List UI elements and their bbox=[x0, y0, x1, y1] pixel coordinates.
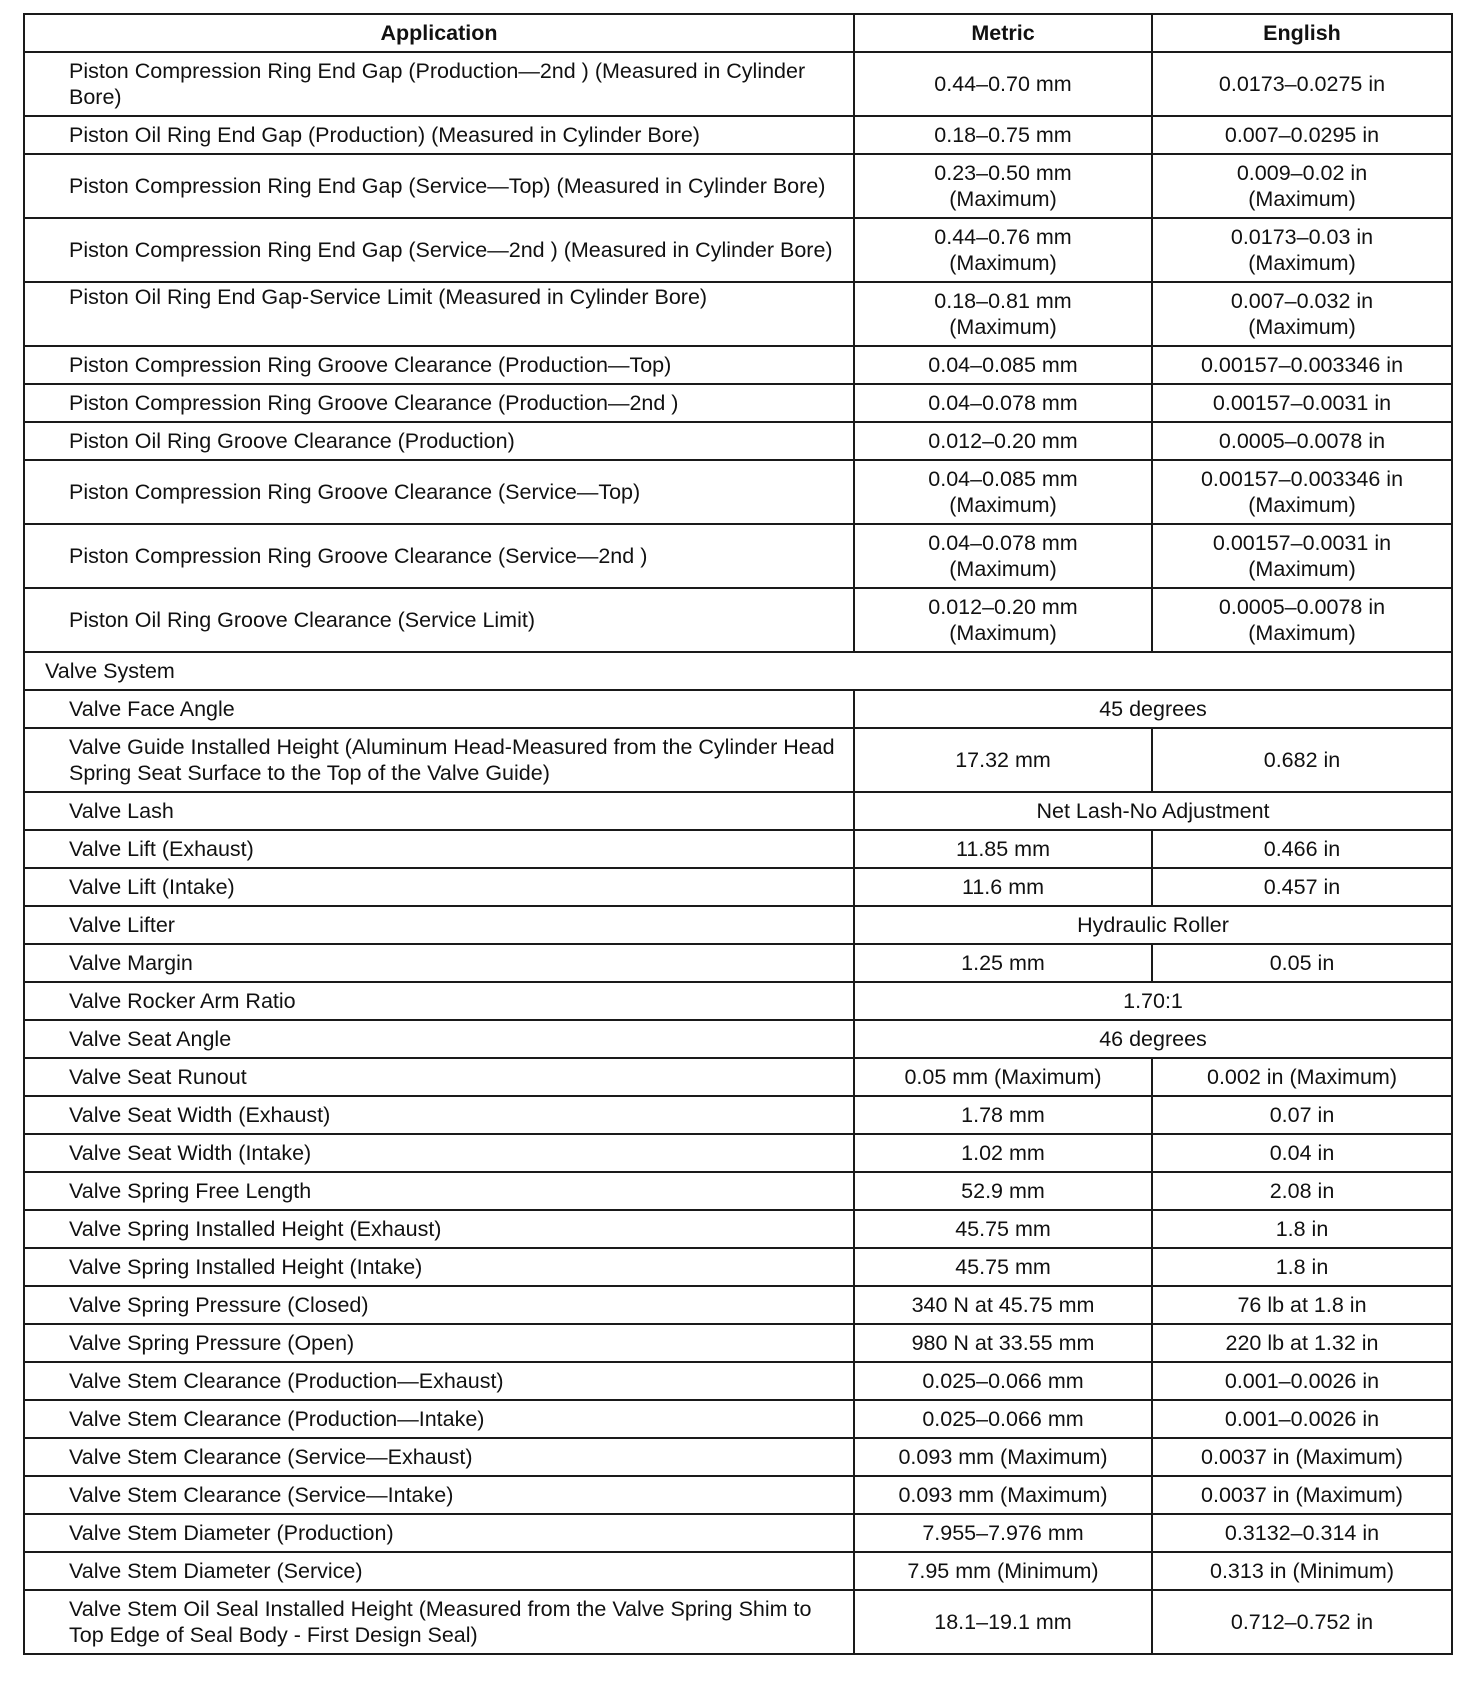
english-cell: 0.0173–0.0275 in bbox=[1152, 52, 1452, 116]
application-cell: Valve Seat Width (Intake) bbox=[24, 1134, 854, 1172]
metric-cell: 1.78 mm bbox=[854, 1096, 1152, 1134]
english-cell: 0.002 in (Maximum) bbox=[1152, 1058, 1452, 1096]
application-cell: Valve Stem Clearance (Service—Exhaust) bbox=[24, 1438, 854, 1476]
metric-cell: 45.75 mm bbox=[854, 1210, 1152, 1248]
header-row bbox=[24, 14, 1452, 52]
spec-table bbox=[23, 13, 1453, 1655]
application-cell: Valve Spring Pressure (Open) bbox=[24, 1324, 854, 1362]
metric-cell: 0.012–0.20 mm bbox=[854, 422, 1152, 460]
application-cell: Valve Spring Installed Height (Exhaust) bbox=[24, 1210, 854, 1248]
application-cell: Piston Compression Ring Groove Clearance (Service—Top) bbox=[24, 460, 854, 524]
metric-cell: 0.23–0.50 mm (Maximum) bbox=[854, 154, 1152, 218]
combined-value-cell: Hydraulic Roller bbox=[854, 906, 1452, 944]
english-cell: 0.07 in bbox=[1152, 1096, 1452, 1134]
application-cell: Piston Compression Ring Groove Clearance (Service—2nd ) bbox=[24, 524, 854, 588]
english-cell: 0.00157–0.0031 in (Maximum) bbox=[1152, 524, 1452, 588]
combined-value-cell: 45 degrees bbox=[854, 690, 1452, 728]
english-cell: 0.3132–0.314 in bbox=[1152, 1514, 1452, 1552]
table-body bbox=[24, 52, 1452, 1654]
table-row bbox=[24, 154, 1452, 218]
english-cell: 0.007–0.032 in (Maximum) bbox=[1152, 282, 1452, 346]
metric-cell: 11.85 mm bbox=[854, 830, 1152, 868]
english-cell: 76 lb at 1.8 in bbox=[1152, 1286, 1452, 1324]
metric-cell: 0.012–0.20 mm (Maximum) bbox=[854, 588, 1152, 652]
metric-cell: 11.6 mm bbox=[854, 868, 1152, 906]
metric-cell: 0.18–0.81 mm (Maximum) bbox=[854, 282, 1152, 346]
english-cell: 0.001–0.0026 in bbox=[1152, 1400, 1452, 1438]
application-cell: Piston Compression Ring End Gap (Production—2nd ) (Measured in Cylinder Bore) bbox=[24, 52, 854, 116]
application-cell: Valve Spring Installed Height (Intake) bbox=[24, 1248, 854, 1286]
table-row bbox=[24, 1362, 1452, 1400]
english-cell: 0.712–0.752 in bbox=[1152, 1590, 1452, 1654]
application-cell: Valve Lash bbox=[24, 792, 854, 830]
application-cell: Valve Stem Oil Seal Installed Height (Measured from the Valve Spring Shim to Top Edge of Seal Body - First Design Seal) bbox=[24, 1590, 854, 1654]
application-cell: Valve Lift (Exhaust) bbox=[24, 830, 854, 868]
metric-cell: 0.04–0.085 mm bbox=[854, 346, 1152, 384]
combined-value-cell: Net Lash-No Adjustment bbox=[854, 792, 1452, 830]
english-cell: 0.007–0.0295 in bbox=[1152, 116, 1452, 154]
application-cell: Valve Face Angle bbox=[24, 690, 854, 728]
application-cell: Valve Spring Pressure (Closed) bbox=[24, 1286, 854, 1324]
metric-cell: 0.093 mm (Maximum) bbox=[854, 1438, 1152, 1476]
metric-cell: 0.093 mm (Maximum) bbox=[854, 1476, 1152, 1514]
table-row bbox=[24, 52, 1452, 116]
english-cell: 0.05 in bbox=[1152, 944, 1452, 982]
english-cell: 220 lb at 1.32 in bbox=[1152, 1324, 1452, 1362]
english-cell: 0.001–0.0026 in bbox=[1152, 1362, 1452, 1400]
table-row bbox=[24, 1514, 1452, 1552]
table-row bbox=[24, 1400, 1452, 1438]
application-cell: Valve Spring Free Length bbox=[24, 1172, 854, 1210]
table-row bbox=[24, 588, 1452, 652]
metric-cell: 45.75 mm bbox=[854, 1248, 1152, 1286]
metric-cell: 0.18–0.75 mm bbox=[854, 116, 1152, 154]
table-row bbox=[24, 1058, 1452, 1096]
table-row bbox=[24, 1476, 1452, 1514]
metric-cell: 980 N at 33.55 mm bbox=[854, 1324, 1152, 1362]
application-cell: Valve Lifter bbox=[24, 906, 854, 944]
application-cell: Valve Seat Width (Exhaust) bbox=[24, 1096, 854, 1134]
english-cell: 1.8 in bbox=[1152, 1210, 1452, 1248]
application-cell: Valve Seat Angle bbox=[24, 1020, 854, 1058]
metric-cell: 0.04–0.078 mm (Maximum) bbox=[854, 524, 1152, 588]
metric-cell: 1.25 mm bbox=[854, 944, 1152, 982]
english-cell: 0.466 in bbox=[1152, 830, 1452, 868]
table-row bbox=[24, 1438, 1452, 1476]
application-cell: Piston Compression Ring Groove Clearance (Production—Top) bbox=[24, 346, 854, 384]
table-row bbox=[24, 1552, 1452, 1590]
metric-cell: 7.95 mm (Minimum) bbox=[854, 1552, 1152, 1590]
application-cell: Piston Compression Ring Groove Clearance (Production—2nd ) bbox=[24, 384, 854, 422]
english-cell: 0.457 in bbox=[1152, 868, 1452, 906]
table-row bbox=[24, 690, 1452, 728]
table-row bbox=[24, 346, 1452, 384]
metric-cell: 7.955–7.976 mm bbox=[854, 1514, 1152, 1552]
english-cell: 0.00157–0.003346 in (Maximum) bbox=[1152, 460, 1452, 524]
metric-cell: 0.025–0.066 mm bbox=[854, 1400, 1152, 1438]
table-row bbox=[24, 868, 1452, 906]
metric-cell: 17.32 mm bbox=[854, 728, 1152, 792]
table-row bbox=[24, 116, 1452, 154]
english-cell: 0.682 in bbox=[1152, 728, 1452, 792]
metric-cell: 0.04–0.078 mm bbox=[854, 384, 1152, 422]
combined-value-cell: 46 degrees bbox=[854, 1020, 1452, 1058]
table-row bbox=[24, 1020, 1452, 1058]
application-cell: Valve Seat Runout bbox=[24, 1058, 854, 1096]
table-row bbox=[24, 524, 1452, 588]
metric-cell: 0.025–0.066 mm bbox=[854, 1362, 1152, 1400]
table-row bbox=[24, 1096, 1452, 1134]
section-label: Valve System bbox=[24, 652, 1452, 690]
table-row bbox=[24, 1172, 1452, 1210]
application-cell: Piston Oil Ring End Gap (Production) (Measured in Cylinder Bore) bbox=[24, 116, 854, 154]
application-cell: Valve Stem Diameter (Production) bbox=[24, 1514, 854, 1552]
table-row bbox=[24, 422, 1452, 460]
metric-cell: 0.04–0.085 mm (Maximum) bbox=[854, 460, 1152, 524]
header-metric: Metric bbox=[854, 14, 1152, 52]
english-cell: 0.00157–0.003346 in bbox=[1152, 346, 1452, 384]
application-cell: Valve Stem Clearance (Production—Intake) bbox=[24, 1400, 854, 1438]
application-cell: Valve Lift (Intake) bbox=[24, 868, 854, 906]
header-application: Application bbox=[24, 14, 854, 52]
table-header bbox=[24, 14, 1452, 52]
table-row bbox=[24, 830, 1452, 868]
metric-cell: 1.02 mm bbox=[854, 1134, 1152, 1172]
table-row bbox=[24, 728, 1452, 792]
application-cell: Piston Oil Ring Groove Clearance (Service Limit) bbox=[24, 588, 854, 652]
english-cell: 0.0005–0.0078 in (Maximum) bbox=[1152, 588, 1452, 652]
application-cell: Piston Oil Ring End Gap-Service Limit (Measured in Cylinder Bore) bbox=[24, 282, 854, 346]
table-row bbox=[24, 1590, 1452, 1654]
english-cell: 0.00157–0.0031 in bbox=[1152, 384, 1452, 422]
metric-cell: 0.44–0.76 mm (Maximum) bbox=[854, 218, 1152, 282]
application-cell: Valve Stem Clearance (Production—Exhaust) bbox=[24, 1362, 854, 1400]
application-cell: Valve Margin bbox=[24, 944, 854, 982]
application-cell: Piston Compression Ring End Gap (Service—2nd ) (Measured in Cylinder Bore) bbox=[24, 218, 854, 282]
table-row bbox=[24, 1210, 1452, 1248]
metric-cell: 52.9 mm bbox=[854, 1172, 1152, 1210]
table-row bbox=[24, 384, 1452, 422]
english-cell: 2.08 in bbox=[1152, 1172, 1452, 1210]
application-cell: Valve Rocker Arm Ratio bbox=[24, 982, 854, 1020]
metric-cell: 0.44–0.70 mm bbox=[854, 52, 1152, 116]
table-row bbox=[24, 218, 1452, 282]
application-cell: Valve Stem Diameter (Service) bbox=[24, 1552, 854, 1590]
metric-cell: 340 N at 45.75 mm bbox=[854, 1286, 1152, 1324]
header-english: English bbox=[1152, 14, 1452, 52]
english-cell: 0.313 in (Minimum) bbox=[1152, 1552, 1452, 1590]
english-cell: 1.8 in bbox=[1152, 1248, 1452, 1286]
section-row bbox=[24, 652, 1452, 690]
metric-cell: 18.1–19.1 mm bbox=[854, 1590, 1152, 1654]
table-row bbox=[24, 944, 1452, 982]
table-row bbox=[24, 792, 1452, 830]
english-cell: 0.0005–0.0078 in bbox=[1152, 422, 1452, 460]
application-cell: Valve Stem Clearance (Service—Intake) bbox=[24, 1476, 854, 1514]
combined-value-cell: 1.70:1 bbox=[854, 982, 1452, 1020]
table-row bbox=[24, 460, 1452, 524]
application-cell: Valve Guide Installed Height (Aluminum Head-Measured from the Cylinder Head Spring Seat Surface to the Top of the Valve Guide) bbox=[24, 728, 854, 792]
table-row bbox=[24, 282, 1452, 346]
table-row bbox=[24, 1324, 1452, 1362]
table-row bbox=[24, 982, 1452, 1020]
application-cell: Piston Oil Ring Groove Clearance (Production) bbox=[24, 422, 854, 460]
english-cell: 0.0173–0.03 in (Maximum) bbox=[1152, 218, 1452, 282]
english-cell: 0.04 in bbox=[1152, 1134, 1452, 1172]
table-row bbox=[24, 906, 1452, 944]
metric-cell: 0.05 mm (Maximum) bbox=[854, 1058, 1152, 1096]
english-cell: 0.0037 in (Maximum) bbox=[1152, 1476, 1452, 1514]
english-cell: 0.0037 in (Maximum) bbox=[1152, 1438, 1452, 1476]
table-row bbox=[24, 1248, 1452, 1286]
table-row bbox=[24, 1286, 1452, 1324]
table-row bbox=[24, 1134, 1452, 1172]
english-cell: 0.009–0.02 in (Maximum) bbox=[1152, 154, 1452, 218]
application-cell: Piston Compression Ring End Gap (Service—Top) (Measured in Cylinder Bore) bbox=[24, 154, 854, 218]
